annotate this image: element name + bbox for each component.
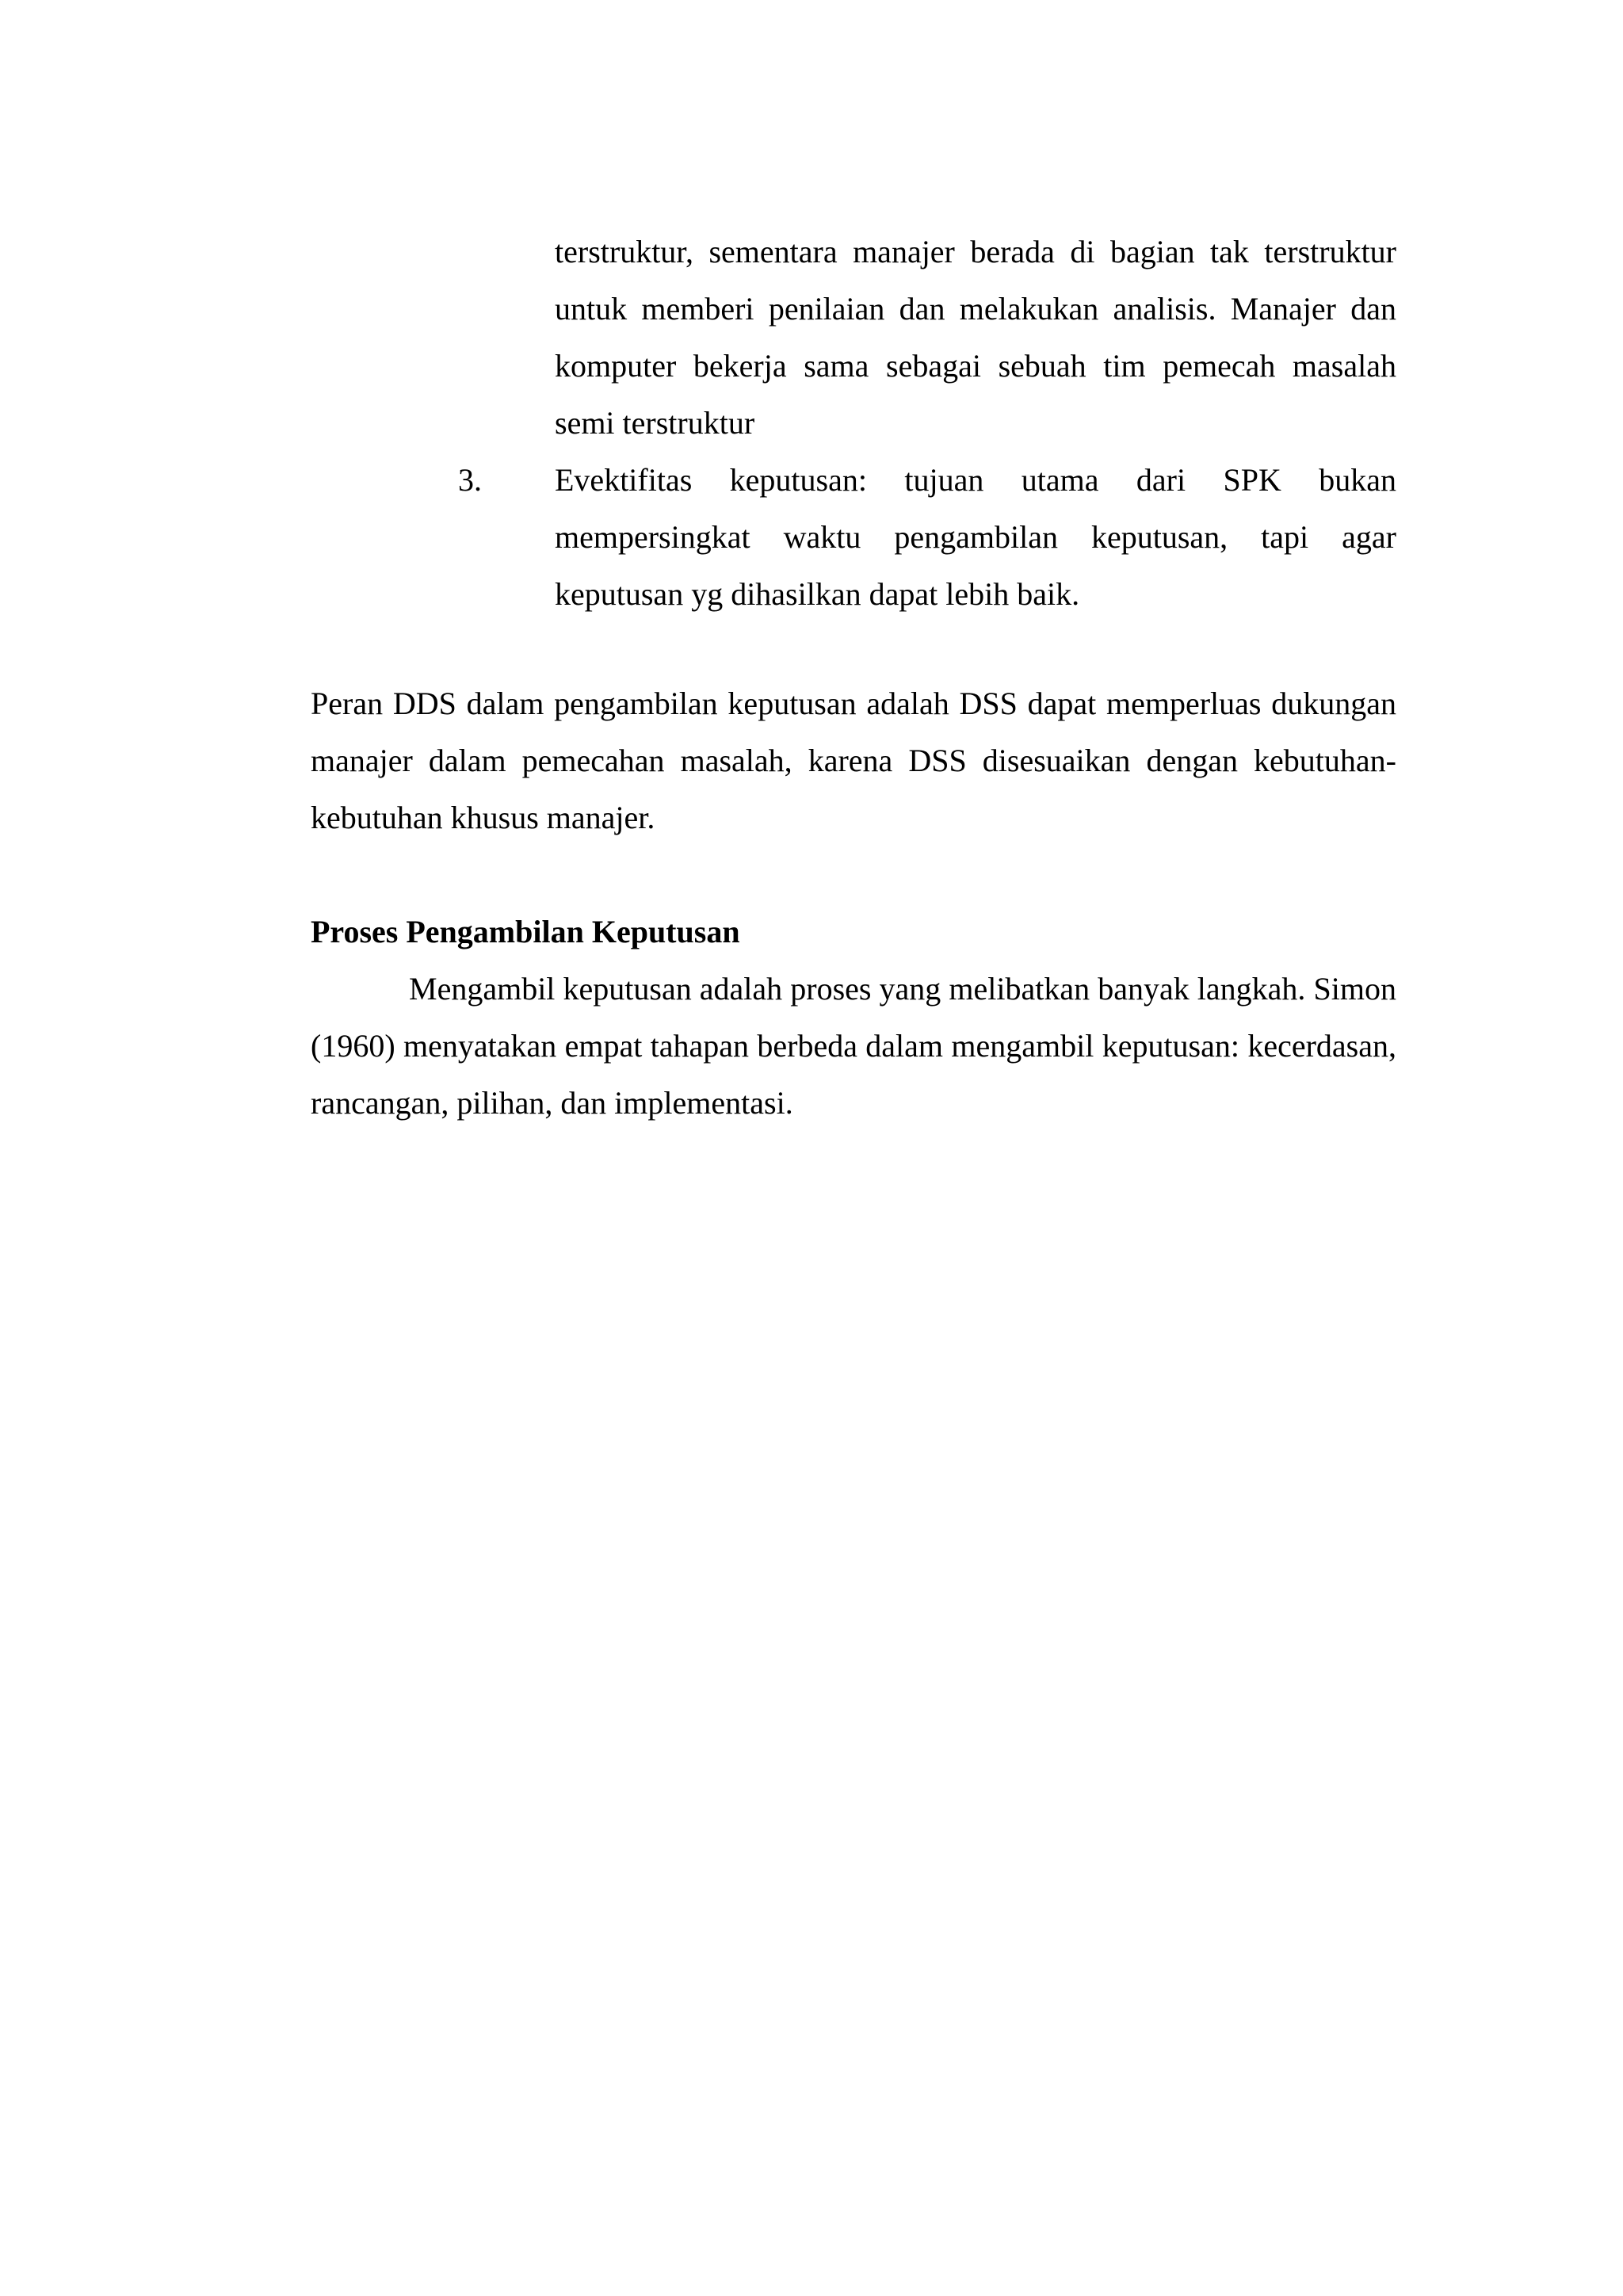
- list-item-number: 3.: [458, 462, 482, 498]
- list-continuation-text: terstruktur, sementara manajer berada di bagian tak terstruktur untuk memberi penilaian dan melakukan analisis. Manajer dan komputer bekerja sama sebagai sebuah tim pemecah masalah semi terstruktur: [555, 234, 1396, 441]
- section-paragraph: Mengambil keputusan adalah proses yang melibatkan banyak langkah. Simon (1960) menyatakan empat tahapan berbeda dalam mengambil keputusan: kecerdasan, rancangan, pilihan, dan implementasi.: [311, 971, 1396, 1121]
- section-heading: Proses Pengambilan Keputusan: [311, 914, 740, 949]
- list-item-text: Evektifitas keputusan: tujuan utama dari SPK bukan mempersingkat waktu pengambilan keputusan, tapi agar keputusan yg dihasilkan dapat lebih baik.: [555, 462, 1396, 612]
- paragraph-peran-dds: Peran DDS dalam pengambilan keputusan adalah DSS dapat memperluas dukungan manajer dalam pemecahan masalah, karena DSS disesuaikan dengan kebutuhan-kebutuhan khusus manajer.: [311, 686, 1396, 835]
